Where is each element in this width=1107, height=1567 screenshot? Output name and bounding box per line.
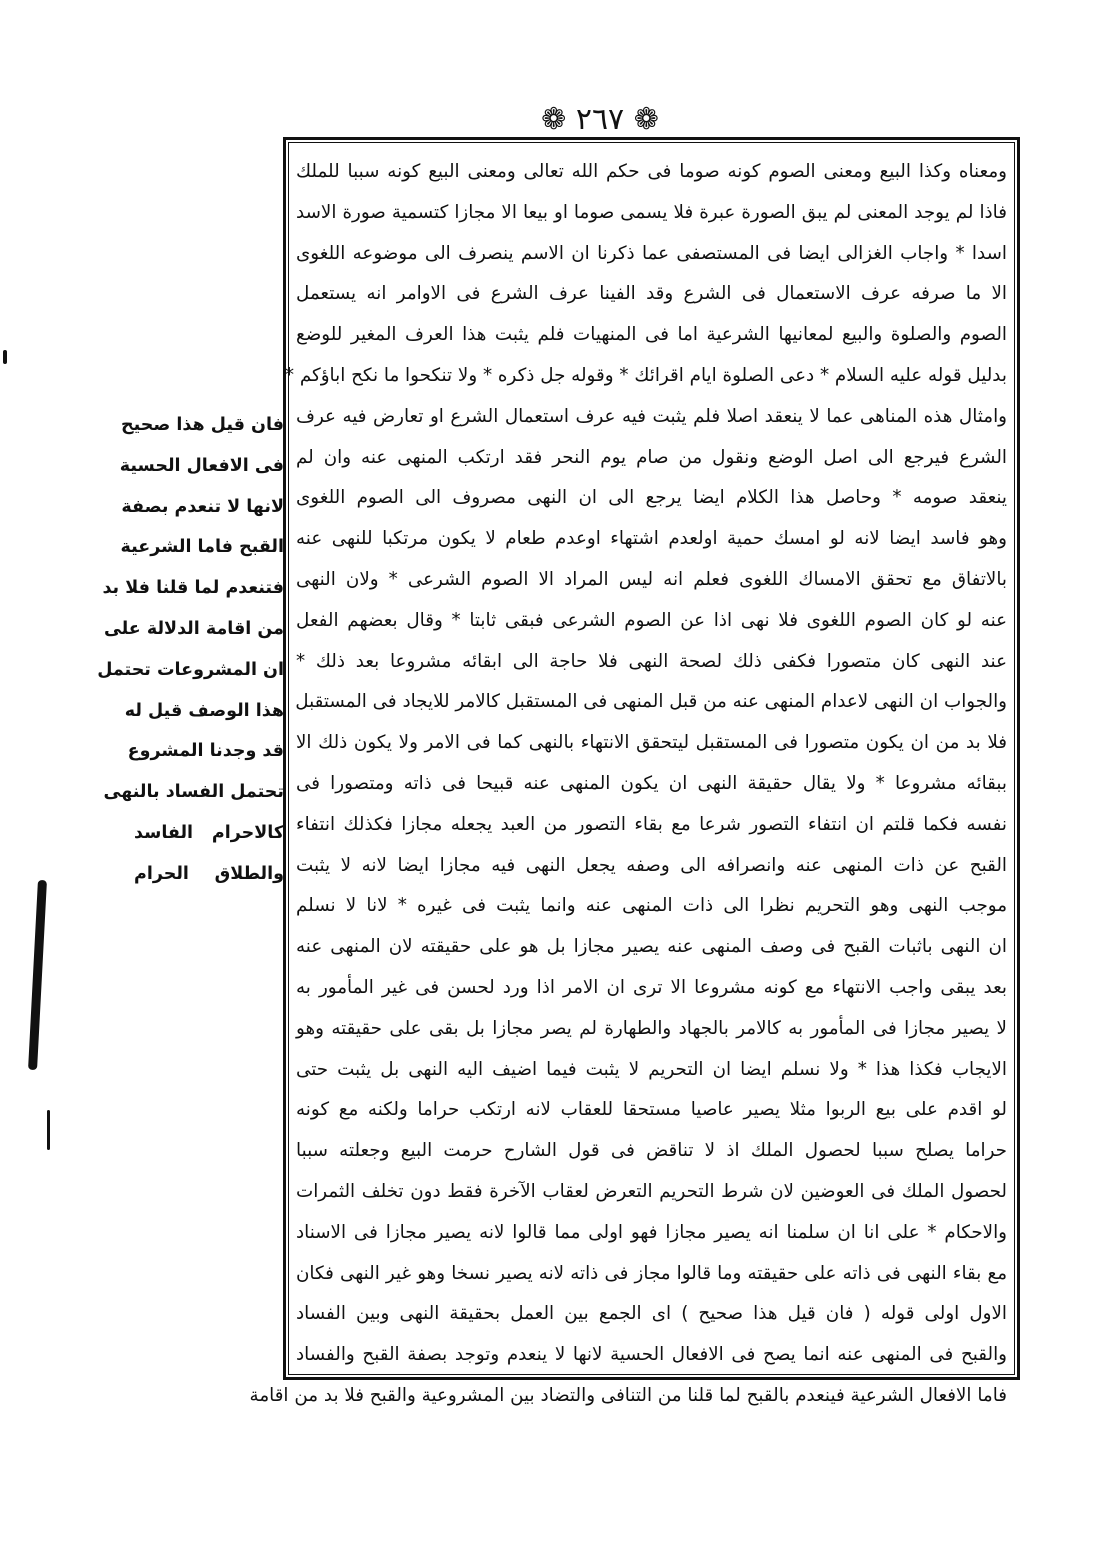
main-text-line: الايجاب فكذا هذا * ولا نسلم ايضا ان التحريم لا يثبت فيما اضيف اليه النهى بل يثبت حتى <box>296 1058 1007 1080</box>
main-text-line: ينعقد صومه * وحاصل هذا الكلام ايضا يرجع الى ان النهى مصروف الى الصوم اللغوى <box>296 487 1007 509</box>
main-text-line: والاحكام * على انا ان سلمنا انه يصير مجازا فهو اولى مما قالوا لانه يصير مجازا فى الاسناد <box>296 1221 1007 1243</box>
main-text-line: حراما يصلح سببا لحصول الملك اذ لا تناقض فى قول الشارح حرمت البيع وجعلته سببا <box>296 1140 1007 1162</box>
page-number: ❁ ٢٦٧ ❁ <box>541 102 659 137</box>
margin-note <box>97 405 284 895</box>
main-text-line: فاما الافعال الشرعية فينعدم بالقبح لما قلنا من التنافى والتضاد بين المشروعية والقبح فلا بد من اقامة <box>249 1384 1007 1406</box>
margin-note-line: تحتمل الفساد بالنهى <box>103 782 284 803</box>
main-text-frame <box>249 137 1020 1406</box>
main-text-line: والقبح فى المنهى عنه انما يصح فى الافعال الحسية لانها لا ينعدم وتوجد بصفة القبح والفساد <box>296 1344 1007 1366</box>
main-text-line: بالاتفاق مع تحقق الامساك اللغوى فعلم انه ليس المراد الا الصوم الشرعى * ولان النهى <box>296 568 1007 590</box>
main-text-line: اسدا * واجاب الغزالى ايضا فى المستصفى عما ذكرنا ان الاسم ينصرف الى موضوعه اللغوى <box>296 242 1007 264</box>
main-text-line: لو اقدم على بيع الربوا مثلا يصير عاصيا مستحقا للعقاب لانه ارتكب حراما ولكنه مع كونه <box>296 1099 1007 1121</box>
main-text-line: عنه لو كان الصوم اللغوى فلا نهى اذا عن الصوم الشرعى فبقى ثابتا * وقال بعضهم الفعل <box>296 609 1007 631</box>
margin-note-line: والطلاق الحرام <box>134 863 284 884</box>
margin-note-line: فتنعدم لما قلنا فلا بد <box>102 578 284 599</box>
main-text-line: نفسه فكما قلتم ان انتفاء التصور شرعا مع بقاء التصور من العبد يجعله مجازا فكذلك انتفاء <box>296 813 1007 835</box>
main-text-line: ان النهى باثبات القبح فى وصف المنهى عنه يصير مجازا بل هو على حقيقته لان المنهى عنه <box>296 936 1007 958</box>
main-text-line: وامثال هذه المناهى عما لا ينعقد اصلا فلم يثبت فيه عرف استعمال الشرع او تعارض فيه عرف <box>296 405 1007 427</box>
scan-mark <box>47 1110 50 1150</box>
margin-note-line: فان قيل هذا صحيح <box>121 415 284 435</box>
margin-note-line: هذا الوصف قيل له <box>124 700 284 721</box>
scan-mark <box>28 880 47 1070</box>
margin-note-line: فى الافعال الحسية <box>119 455 284 476</box>
main-text-line: بدليل قوله عليه السلام * دعى الصلوة ايام اقرائك * وقوله جل ذكره * ولا تنكحوا ما نكح اباؤكم * <box>284 364 1007 386</box>
margin-note-line: ان المشروعات تحتمل <box>97 659 284 680</box>
margin-note-line: كالاحرام الفاسد <box>134 822 284 843</box>
main-text <box>249 152 1007 1417</box>
main-text-line: موجب النهى وهو التحريم نظرا الى ذات المنهى عنه وانما يثبت فى غيره * لانا لا نسلم <box>296 895 1007 917</box>
main-text-line: ومعناه وكذا البيع ومعنى الصوم كونه صوما فى حكم الله تعالى ومعنى البيع كونه سببا للملك <box>296 161 1007 182</box>
main-text-line: فلا بد من ان يكون متصورا فى المستقبل ليتحقق الانتهاء بالنهى كما فى الامر ولا يكون ذلك الا <box>296 732 1007 754</box>
margin-note-line: قد وجدنا المشروع <box>127 741 284 762</box>
main-text-line: بعد يبقى واجب الانتهاء مع كونه مشروعا الا ترى ان الامر اذا ورد لحسن فى غير المأمور به <box>296 976 1007 998</box>
main-text-line: الاول اولى قوله ( فان قيل هذا صحيح ) اى الجمع بين العمل بحقيقة النهى وبين الفساد <box>296 1303 1007 1325</box>
margin-note-line: القبح فاما الشرعية <box>120 537 284 558</box>
main-text-line: والجواب ان النهى لاعدام المنهى عنه من قبل المنهى فى المستقبل كالامر للايجاد فى المستقبل <box>295 691 1007 713</box>
main-text-line: مع بقاء النهى فى ذاته على حقيقته وما قالوا مجاز فى ذاته لانه يصير نسخا وهو غير النهى فكان <box>296 1262 1007 1284</box>
main-text-line: فاذا لم يوجد المعنى لم يبق الصورة عبرة فلا يسمى صوما او بيعا الا مجازا كتسمية صورة الاسد <box>296 201 1007 223</box>
main-text-line: الصوم والصلوة والبيع لمعانيها الشرعية اما فى المنهيات فلم يثبت هذا العرف المغير للوضع <box>296 324 1007 346</box>
main-text-line: الا ما صرفه عرف الاستعمال فى الشرع وقد الفينا عرف الشرع فى الاوامر انه يستعمل <box>296 283 1007 305</box>
scan-mark <box>3 350 7 364</box>
main-text-line: ببقائه مشروعا * ولا يقال حقيقة النهى ان يكون المنهى عنه قبيحا فى ذاته ومتصورا فى <box>296 772 1007 794</box>
main-text-line: الشرع فيرجع الى اصل الوضع ونقول من صام يوم النحر فقد ارتكب المنهى عنه وان لم <box>296 446 1007 468</box>
main-text-line: القبح عن ذات المنهى عنه وانصرافه الى وصفه يجعل النهى فيه مجازا ايضا لانه لا يثبت <box>296 854 1007 876</box>
main-text-line: وهو فاسد ايضا لانه لو امسك حمية اولعدم اشتهاء اوعدم طعام لا يكون مرتكبا للنهى عنه <box>296 528 1007 550</box>
margin-note-line: لانها لا تنعدم بصفة <box>121 496 284 517</box>
main-text-line: لا يصير مجازا فى المأمور به كالامر بالجهاد والطهارة لم يصر مجازا بل بقى على حقيقته وهو <box>296 1017 1007 1039</box>
margin-note-line: من اقامة الدلالة على <box>103 618 284 639</box>
main-text-line: عند النهى كان متصورا فكفى ذلك لصحة النهى فلا حاجة الى ابقائه مشروعا بعد ذلك * <box>296 650 1007 672</box>
main-text-line: لحصول الملك فى العوضين لان شرط التحريم التعرض لعقاب الآخرة فقط دون تخلف الثمرات <box>296 1180 1007 1202</box>
